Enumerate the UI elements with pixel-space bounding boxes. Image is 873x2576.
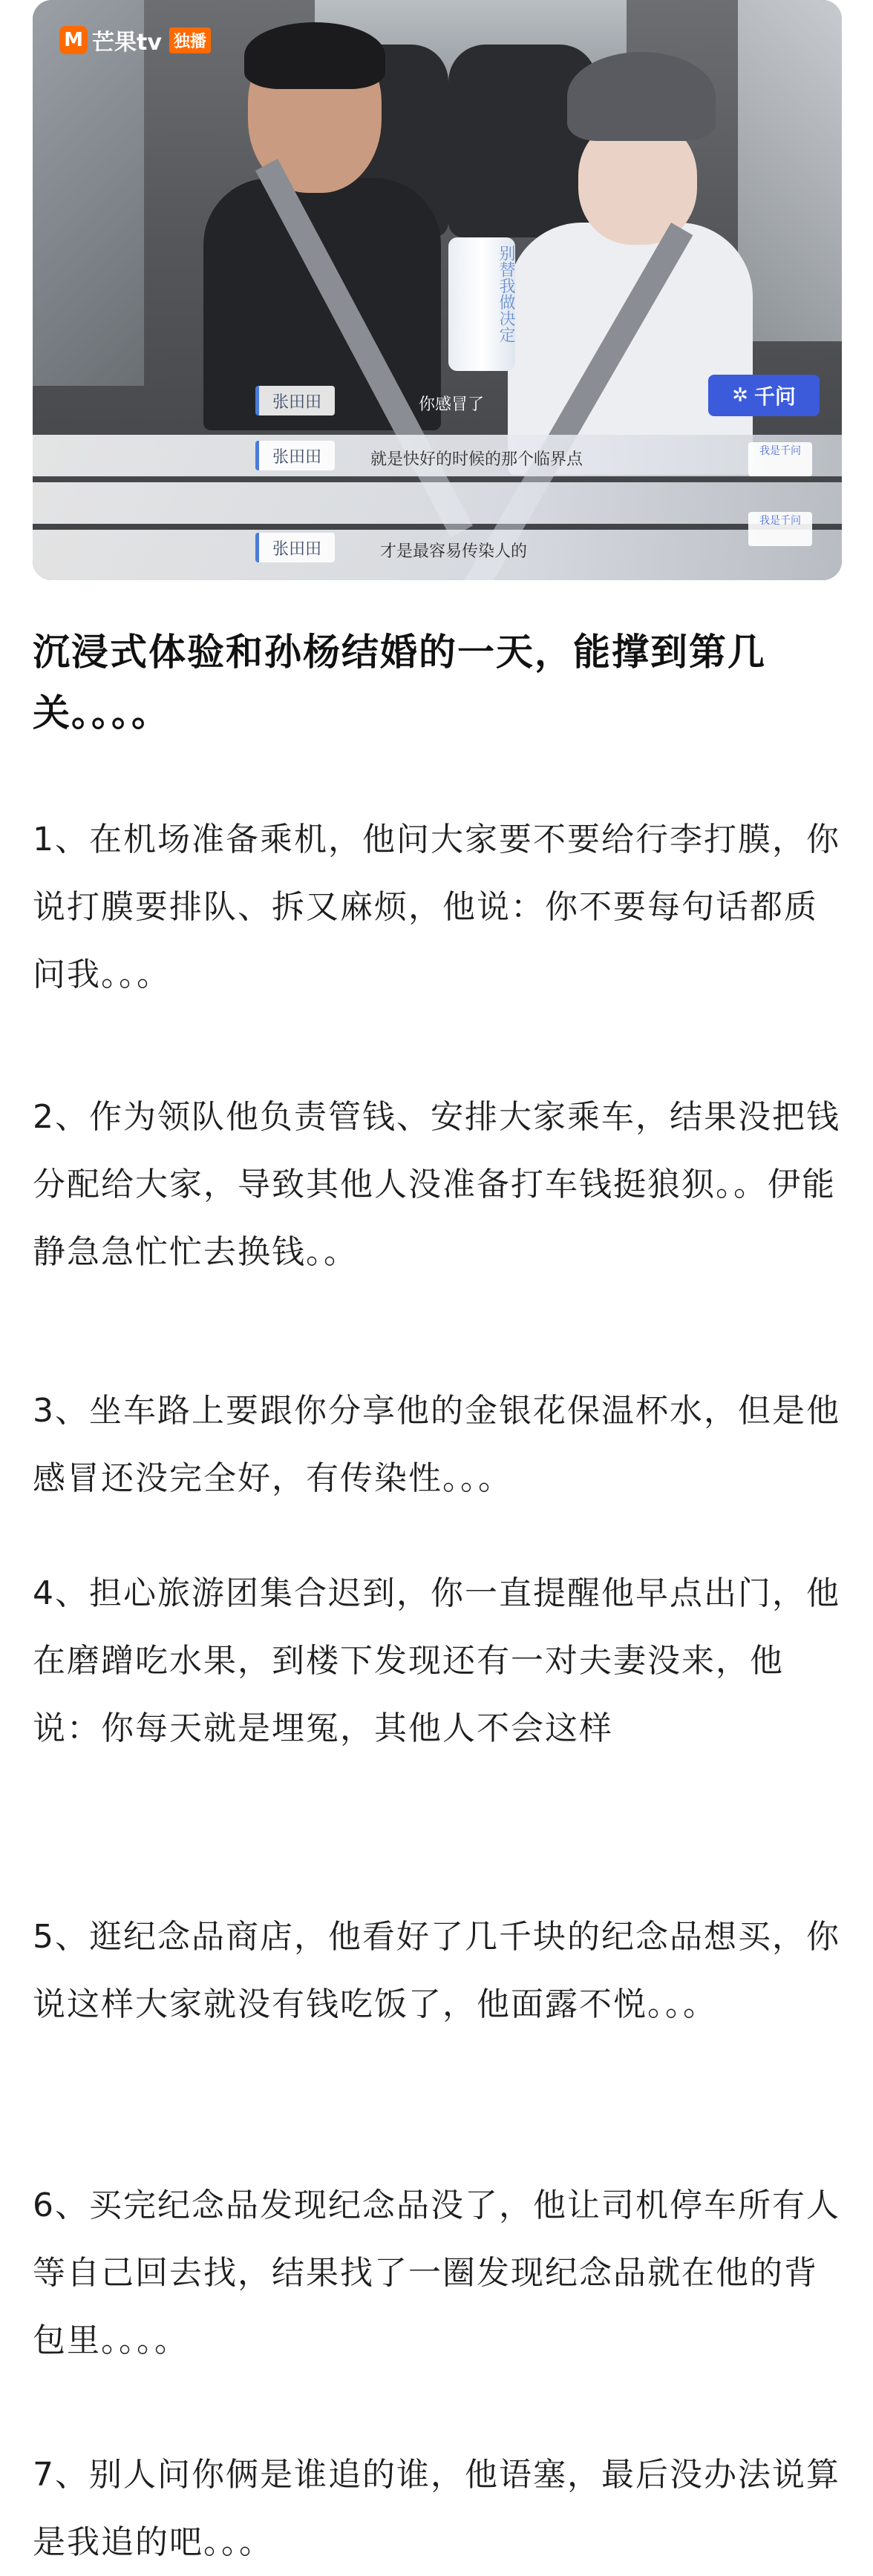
- star-icon: ✲: [732, 384, 748, 407]
- list-item: 4、担心旅游团集合迟到，你一直提醒他早点出门，他在磨蹭吃水果，到楼下发现还有一对夫妻没来，他说：你每天就是埋冤，其他人不会这样: [33, 1574, 840, 1747]
- person-left: [203, 15, 441, 430]
- channel-logo: [59, 24, 211, 56]
- mango-logo-icon: M: [59, 26, 88, 54]
- channel-logo-text: 芒果tv: [92, 30, 162, 56]
- subtitle-strip: [33, 482, 842, 524]
- list-item: 1、在机场准备乘机，他问大家要不要给行李打膜，你说打膜要排队、拆又麻烦，他说：你不要每句话都质问我。。。: [33, 821, 840, 993]
- list-item: 2、作为领队他负责管钱、安排大家乘车，结果没把钱分配给大家，导致其他人没准备打车钱挺狼狈。。伊能静急急忙忙去换钱。。: [33, 1098, 840, 1271]
- speaker-name-tag: 张田田: [255, 441, 335, 470]
- article: [33, 622, 840, 743]
- list-item: 3、坐车路上要跟你分享他的金银花保温杯水，但是他感冒还没完全好，有传染性。。。: [33, 1392, 840, 1497]
- list-item: 5、逛纪念品商店，他看好了几千块的纪念品想买，你说这样大家就没有钱吃饭了，他面露不悦。。。: [33, 1918, 840, 2023]
- list-item: 7、别人问你俩是谁追的谁，他语塞，最后没办法说算是我追的吧。。。: [33, 2456, 840, 2561]
- mini-sponsor-badge: 我是千问: [748, 442, 812, 476]
- car-window-left: [33, 0, 144, 386]
- sponsor-text: 千问: [753, 384, 796, 409]
- mini-sponsor-badge: 我是千问: [748, 512, 812, 546]
- car-window-right: [738, 0, 842, 341]
- speaker-name-tag: 张田田: [255, 386, 335, 415]
- video-screenshot: [33, 0, 842, 580]
- subtitle-text: 才是最容易传染人的: [380, 542, 528, 561]
- subtitle-text: 就是快好的时候的那个临界点: [370, 450, 583, 469]
- sponsor-badge: [708, 375, 820, 416]
- cup-text: 别替我做决定: [497, 245, 515, 343]
- subtitle-text: 你感冒了: [419, 395, 485, 414]
- speaker-name-tag: 张田田: [255, 533, 335, 562]
- exclusive-badge: 独播: [169, 27, 211, 53]
- list-item: 6、买完纪念品发现纪念品没了，他让司机停车所有人等自己回去找，结果找了一圈发现纪念品就在他的背包里。。。。: [33, 2186, 840, 2359]
- article-title: 沉浸式体验和孙杨结婚的一天，能撑到第几关。。。。: [33, 631, 766, 735]
